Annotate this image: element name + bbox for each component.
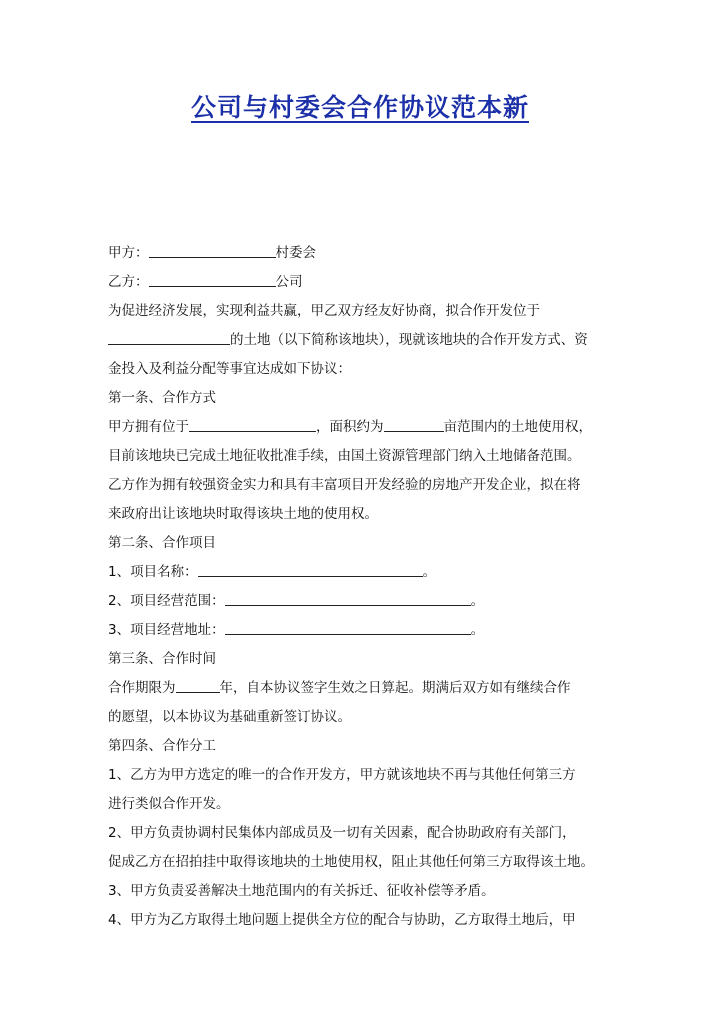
article-1-text-a: 甲方拥有位于 xyxy=(108,419,189,435)
article-4-line: 3、甲方负责妥善解决土地范围内的有关拆迁、征收补偿等矛盾。 xyxy=(108,883,495,899)
article-4-line: 进行类似合作开发。 xyxy=(108,796,230,812)
document-title-text: 公司与村委会合作协议范本新 xyxy=(190,93,529,122)
article-1-text-c: 亩范围内的土地使用权， xyxy=(443,419,592,435)
article-3-heading: 第三条、合作时间 xyxy=(108,651,216,667)
article-4-line: 4、甲方为乙方取得土地问题上提供全方位的配合与协助，乙方取得土地后，甲 xyxy=(108,912,576,928)
project-address-line xyxy=(108,616,620,645)
intro-line-2-text: 的土地（以下简称该地块），现就该地块的合作开发方式、资 xyxy=(230,332,588,348)
article-4-line: 2、甲方负责协调村民集体内部成员及一切有关因素，配合协助政府有关部门， xyxy=(108,825,576,841)
project-scope-label: 2、项目经营范围： xyxy=(108,593,225,609)
article-3-line-2: 的愿望，以本协议为基础重新签订协议。 xyxy=(108,709,351,725)
article-3-text-b: 年，自本协议签字生效之日算起。期满后双方如有继续合作 xyxy=(219,680,571,696)
article-3-line-1 xyxy=(108,674,620,703)
article-1-line-4: 来政府出让该地块时取得该块土地的使用权。 xyxy=(108,506,378,522)
article-4-line: 促成乙方在招拍挂中取得该地块的土地使用权，阻止其他任何第三方取得该土地。 xyxy=(108,854,594,870)
term-years-blank xyxy=(176,676,220,693)
project-name-label: 1、项目名称： xyxy=(108,564,198,580)
project-name-line xyxy=(108,558,620,587)
location-blank xyxy=(189,415,316,432)
intro-line-1: 为促进经济发展，实现利益共赢，甲乙双方经友好协商，拟合作开发位于 xyxy=(108,303,540,319)
party-b-label: 乙方： xyxy=(108,274,149,290)
party-a-line xyxy=(108,239,620,268)
land-location-blank xyxy=(108,328,230,345)
party-b-line xyxy=(108,268,620,297)
party-b-blank xyxy=(149,270,276,287)
area-blank xyxy=(384,415,444,432)
end-mark: 。 xyxy=(422,564,437,580)
document-body xyxy=(108,239,620,935)
project-address-label: 3、项目经营地址： xyxy=(108,622,225,638)
article-1-line-1 xyxy=(108,413,620,442)
project-name-blank xyxy=(198,560,423,577)
article-1-line-2: 目前该地块已完成土地征收批准手续，由国土资源管理部门纳入土地储备范围。 xyxy=(108,448,581,464)
article-1-line-3: 乙方作为拥有较强资金实力和具有丰富项目开发经验的房地产开发企业，拟在将 xyxy=(108,477,581,493)
article-2-heading: 第二条、合作项目 xyxy=(108,535,216,551)
project-address-blank xyxy=(225,618,471,635)
article-4-line: 1、乙方为甲方选定的唯一的合作开发方，甲方就该地块不再与其他任何第三方 xyxy=(108,767,576,783)
project-scope-line xyxy=(108,587,620,616)
end-mark: 。 xyxy=(470,593,485,609)
document-title xyxy=(0,88,720,124)
party-b-suffix: 公司 xyxy=(275,274,303,290)
party-a-blank xyxy=(149,241,276,258)
intro-line-3: 金投入及利益分配等事宜达成如下协议： xyxy=(108,361,351,377)
article-3-text-a: 合作期限为 xyxy=(108,680,176,696)
party-a-label: 甲方： xyxy=(108,245,149,261)
intro-line-2 xyxy=(108,326,620,355)
article-1-text-b: ，面积约为 xyxy=(316,419,384,435)
article-1-heading: 第一条、合作方式 xyxy=(108,390,216,406)
project-scope-blank xyxy=(225,589,471,606)
party-a-suffix: 村委会 xyxy=(275,245,316,261)
article-4-heading: 第四条、合作分工 xyxy=(108,738,216,754)
end-mark: 。 xyxy=(470,622,485,638)
